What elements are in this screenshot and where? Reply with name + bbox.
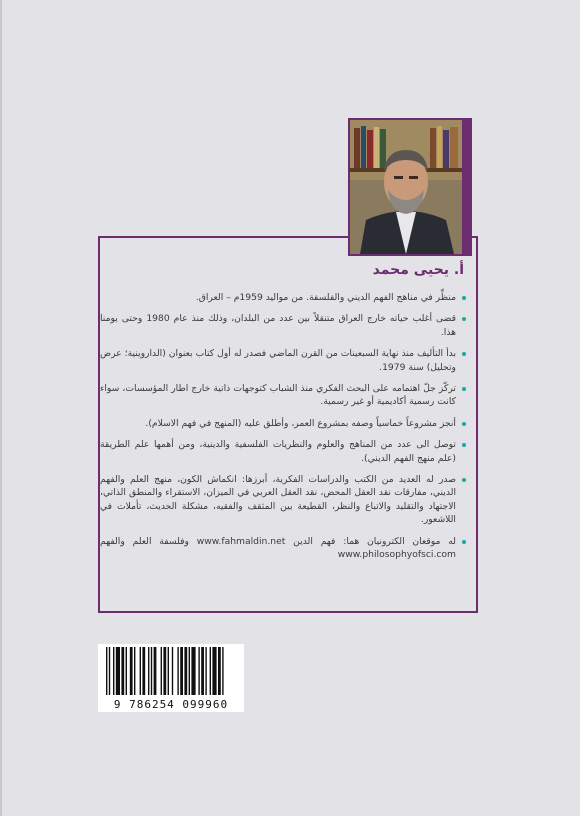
- bio-item: أنجز مشروعاً خماسياً وصفه بمشروع العمر، وأطلق عليه (المنهج في فهم الاسلام).: [100, 417, 466, 430]
- author-name: أ. يحيى محمد: [372, 262, 464, 278]
- bio-item: صدر له العديد من الكتب والدراسات الفكرية، أبرزها: انكماش الكون، منهج العلم والفهم الديني، مفارقات نقد العقل المحض، نقد العقل العربي في الميزان، الاستقراء والمنطق الذاتي، الاجتهاد والتقليد والاتباع والنظر، القطيعة بين المثقف والفقيه، مشكلة الحديث، تأملات في اللاشعور.: [100, 473, 466, 527]
- bio-item: بدأ التأليف منذ نهاية السبعينات من القرن الماضي فصدر له أول كتاب بعنوان (الداروينية؛ عرض وتحليل) سنة 1979.: [100, 347, 466, 374]
- isbn-number: 9 786254 099960: [113, 698, 229, 711]
- bio-list: [100, 291, 466, 570]
- bio-item: منظِّر في مناهج الفهم الديني والفلسفة. من مواليد 1959م – العراق.: [100, 291, 466, 304]
- spine-edge: [0, 0, 2, 816]
- author-photo: [350, 120, 462, 254]
- barcode-bars: [102, 647, 240, 697]
- isbn-barcode: [98, 644, 244, 712]
- bio-item: تركّز جلّ اهتمامه على البحث الفكري منذ الشباب كتوجهات ذاتية خارج اطار المؤسسات، سواء كانت رسمية أكاديمية أو غير رسمية.: [100, 382, 466, 409]
- bio-item: له موقعان الكترونيان هما: فهم الدين www.fahmaldin.net وفلسفة العلم والفهم www.philosophyofsci.com: [100, 535, 466, 562]
- bio-item: قضى أغلب حياته خارج العراق متنقلاً بين عدد من البلدان، وذلك منذ عام 1980 وحتى يومنا هذا.: [100, 312, 466, 339]
- bio-item: توصل الى عدد من المناهج والعلوم والنظريات الفلسفية والدينية، ومن أهمها علم الطريقة (علم منهج الفهم الديني).: [100, 438, 466, 465]
